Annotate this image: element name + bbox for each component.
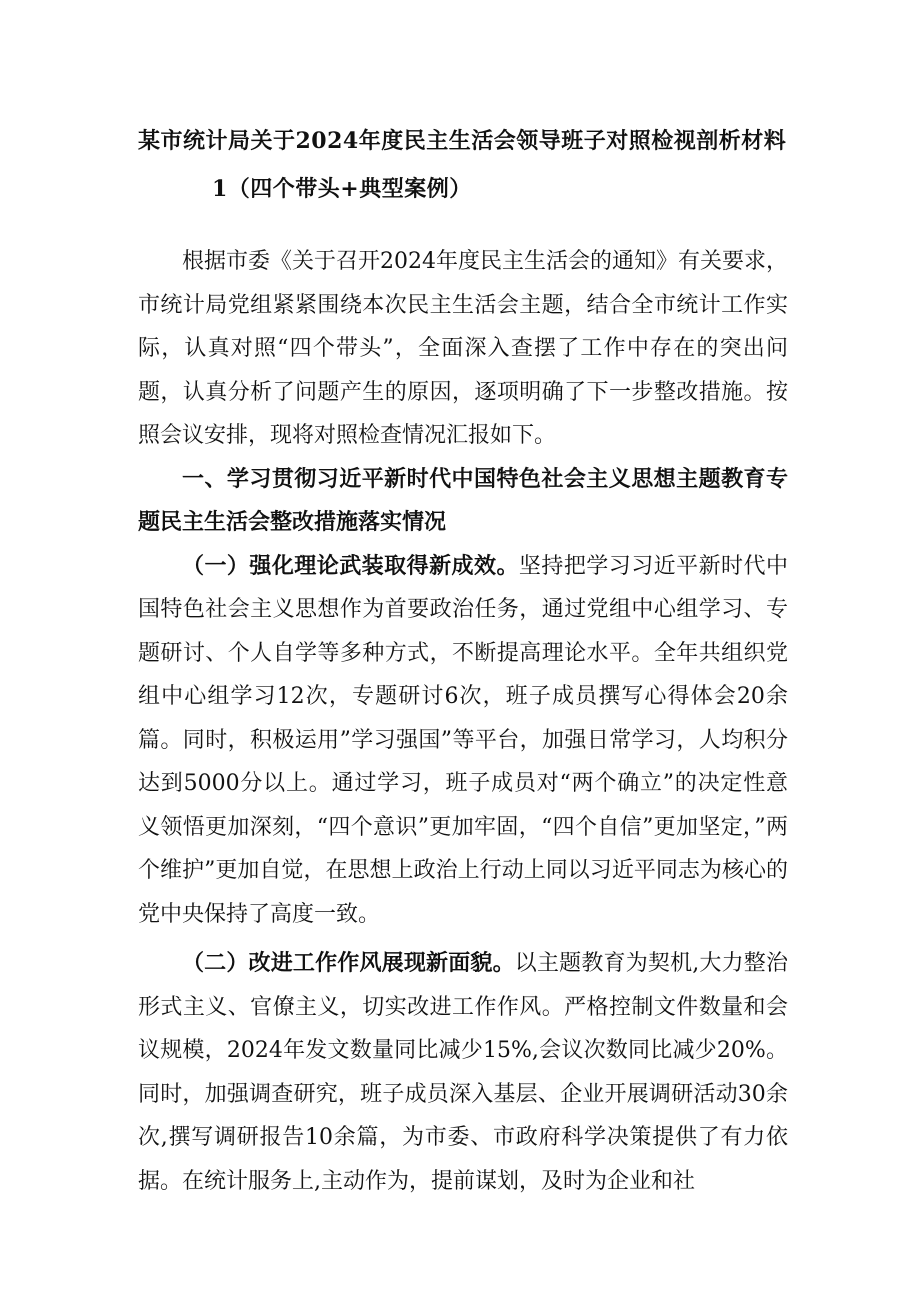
subsection-text-1: 坚持把学习习近平新时代中国特色社会主义思想作为首要政治任务，通过党组中心组学习、专题研讨、个人自学等多种方式，不断提高理论水平。全年共组织党组中心组学习12次，专题研讨6次，班子成员撰写心得体会20余篇。同时，积极运用”学习强国”等平台，加强日常学习，人均积分达到5000分以上。通过学习，班子成员对“两个确立”的决定性意义领悟更加深刻，“四个意识”更加牢固，“四个自信”更加坚定，”两个维护”更加自觉，在思想上政治上行动上同以习近平同志为核心的党中央保持了高度一致。 <box>138 553 788 927</box>
document-title: 某市统计局关于2024年度民主生活会领导班子对照检视剖析材料 <box>138 128 787 154</box>
subsection-title-2: （二）改进工作作风展现新面貌。 <box>182 950 515 976</box>
document-title-continued: 1（四个带头+典型案例） <box>212 176 472 202</box>
intro-paragraph: 根据市委《关于召开2024年度民主生活会的通知》有关要求，市统计局党组紧紧围绕本次民主生活会主题，结合全市统计工作实际，认真对照“四个带头”，全面深入查摆了工作中存在的突出问题，认真分析了问题产生的原因，逐项明确了下一步整改措施。按照会议安排，现将对照检查情况汇报如下。 <box>138 249 788 448</box>
subsection-paragraph-2 <box>138 942 788 1203</box>
subsection-text-2: 以主题教育为契机,大力整治形式主义、官僚主义，切实改进工作作风。严格控制文件数量和会议规模，2024年发文数量同比减少15%,会议次数同比减少20%。同时，加强调查研究，班子成员深入基层、企业开展调研活动30余次,撰写调研报告10余篇，为市委、市政府科学决策提供了有力依据。在统计服务上,主动作为，提前谋划，及时为企业和社 <box>138 951 788 1194</box>
document-body <box>138 240 788 1203</box>
subsection-title-1: （一）强化理论武装取得新成效。 <box>182 552 519 579</box>
subsection-paragraph-1 <box>138 545 788 937</box>
section-heading: 一、学习贯彻习近平新时代中国特色社会主义思想主题教育专题民主生活会整改措施落实情况 <box>138 465 788 535</box>
